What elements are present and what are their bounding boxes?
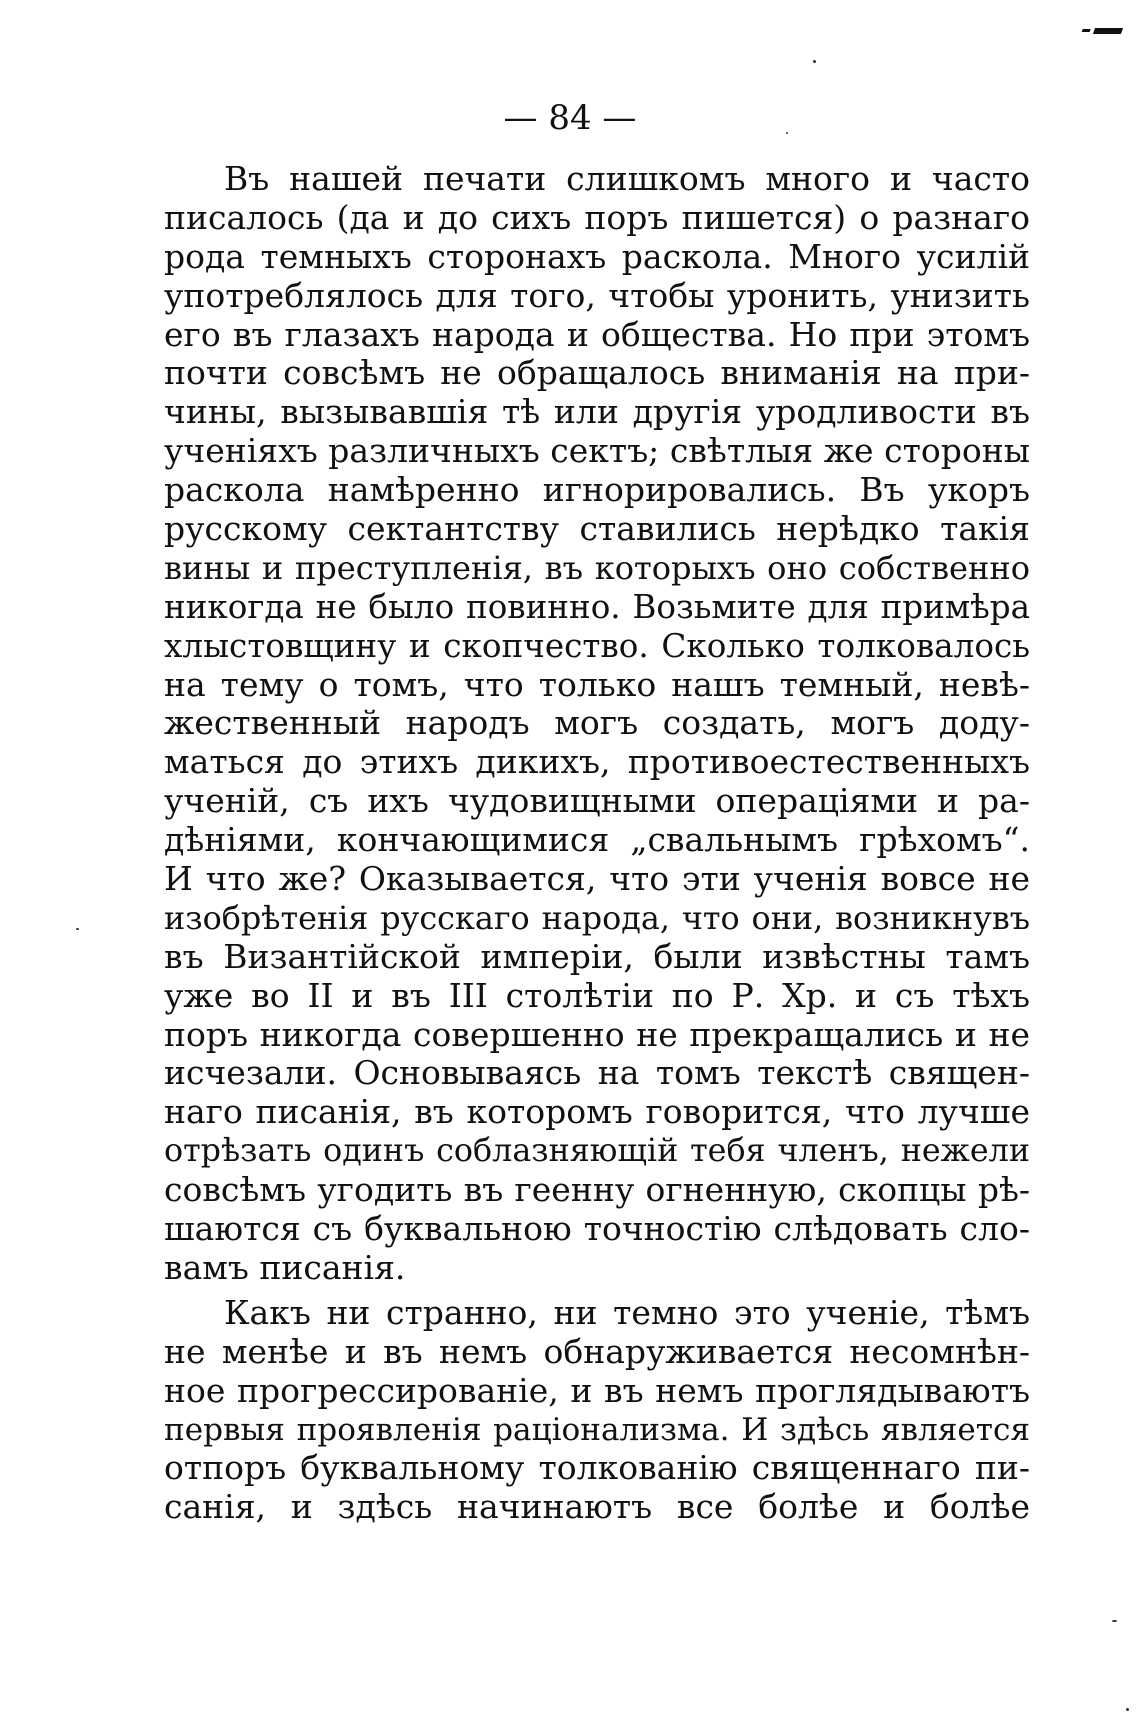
text-line: въ Византійской имперіи, были извѣстны тамъ	[164, 936, 1030, 976]
text-line: поръ никогда совершенно не прекращались и не	[164, 1014, 1030, 1054]
text-line: употреблялось для того, чтобы уронить, унизить	[164, 275, 1030, 315]
text-line: чины, вызывавшія тѣ или другія уродливости въ	[164, 392, 1030, 432]
text-line: писалось (да и до сихъ поръ пишется) о разнаго	[164, 197, 1030, 237]
text-line: раскола намѣренно игнорировались. Въ укоръ	[164, 470, 1030, 510]
text-line: санія, и здѣсь начинаютъ все болѣе и болѣе	[164, 1487, 1030, 1527]
text-line: наго писанія, въ которомъ говорится, что лучше	[164, 1092, 1030, 1132]
text-line: шаются съ буквальною точностію слѣдовать сло-	[164, 1209, 1030, 1249]
page-number: — 84 —	[503, 98, 637, 138]
speck	[76, 928, 79, 930]
text-line: ученіяхъ различныхъ сектъ; свѣтлыя же стороны	[164, 431, 1030, 471]
speck	[1126, 1708, 1129, 1711]
text-line: маться до этихъ дикихъ, противоестественныхъ	[164, 742, 1030, 782]
text-line: исчезали. Основываясь на томъ текстѣ священ-	[164, 1053, 1030, 1093]
text-line: не менѣе и въ немъ обнаруживается несомнѣн-	[164, 1331, 1030, 1371]
body-text	[164, 160, 1030, 1527]
text-line: русскому сектантству ставились нерѣдко такія	[164, 509, 1030, 549]
text-line: ученій, съ ихъ чудовищными операціями и ра-	[164, 781, 1030, 821]
text-line: дѣніями, кончающимися „свальнымъ грѣхомъ“.	[164, 820, 1030, 860]
text-line: первыя проявленія раціонализма. И здѣсь является	[164, 1411, 1030, 1448]
text-line: И что же? Оказывается, что эти ученія вовсе не	[164, 859, 1030, 899]
text-line: никогда не было повинно. Возьмите для примѣра	[164, 587, 1030, 626]
text-line: хлыстовщину и скопчество. Сколько толковалось	[164, 626, 1030, 665]
text-line: его въ глазахъ народа и общества. Но при этомъ	[164, 314, 1030, 354]
text-line: вамъ писанія.	[164, 1247, 406, 1287]
paragraph	[164, 1294, 1030, 1527]
text-line: жественный народъ могъ создать, могъ доду-	[164, 703, 1030, 743]
text-line: рода темныхъ сторонахъ раскола. Много усилій	[164, 236, 1030, 276]
text-line: совсѣмъ угодить въ геенну огненную, скопцы рѣ-	[164, 1170, 1030, 1210]
speck	[1112, 1620, 1117, 1622]
text-line: уже во II и въ III столѣтіи по Р. Хр. и съ тѣхъ	[164, 975, 1030, 1015]
text-line: отпоръ буквальному толкованію священнаго пи-	[164, 1448, 1030, 1488]
text-line: изобрѣтенія русскаго народа, что они, возникнувъ	[164, 898, 1030, 937]
text-line: Какъ ни странно, ни темно это ученіе, тѣмъ	[224, 1292, 1030, 1332]
text-line: Въ нашей печати слишкомъ много и часто	[224, 159, 1030, 198]
text-line: ное прогрессированіе, и въ немъ проглядываютъ	[164, 1370, 1030, 1410]
print-mark	[1093, 28, 1123, 34]
paragraph	[164, 160, 1030, 1288]
speck	[813, 60, 816, 63]
text-line: почти совсѣмъ не обращалось вниманія на при-	[164, 353, 1030, 393]
text-line: вины и преступленія, въ которыхъ оно собственно	[164, 548, 1030, 587]
text-line: отрѣзать одинъ соблазняющій тебя членъ, нежели	[164, 1133, 1030, 1170]
text-line: на тему о томъ, что только нашъ темный, невѣ-	[164, 664, 1030, 704]
